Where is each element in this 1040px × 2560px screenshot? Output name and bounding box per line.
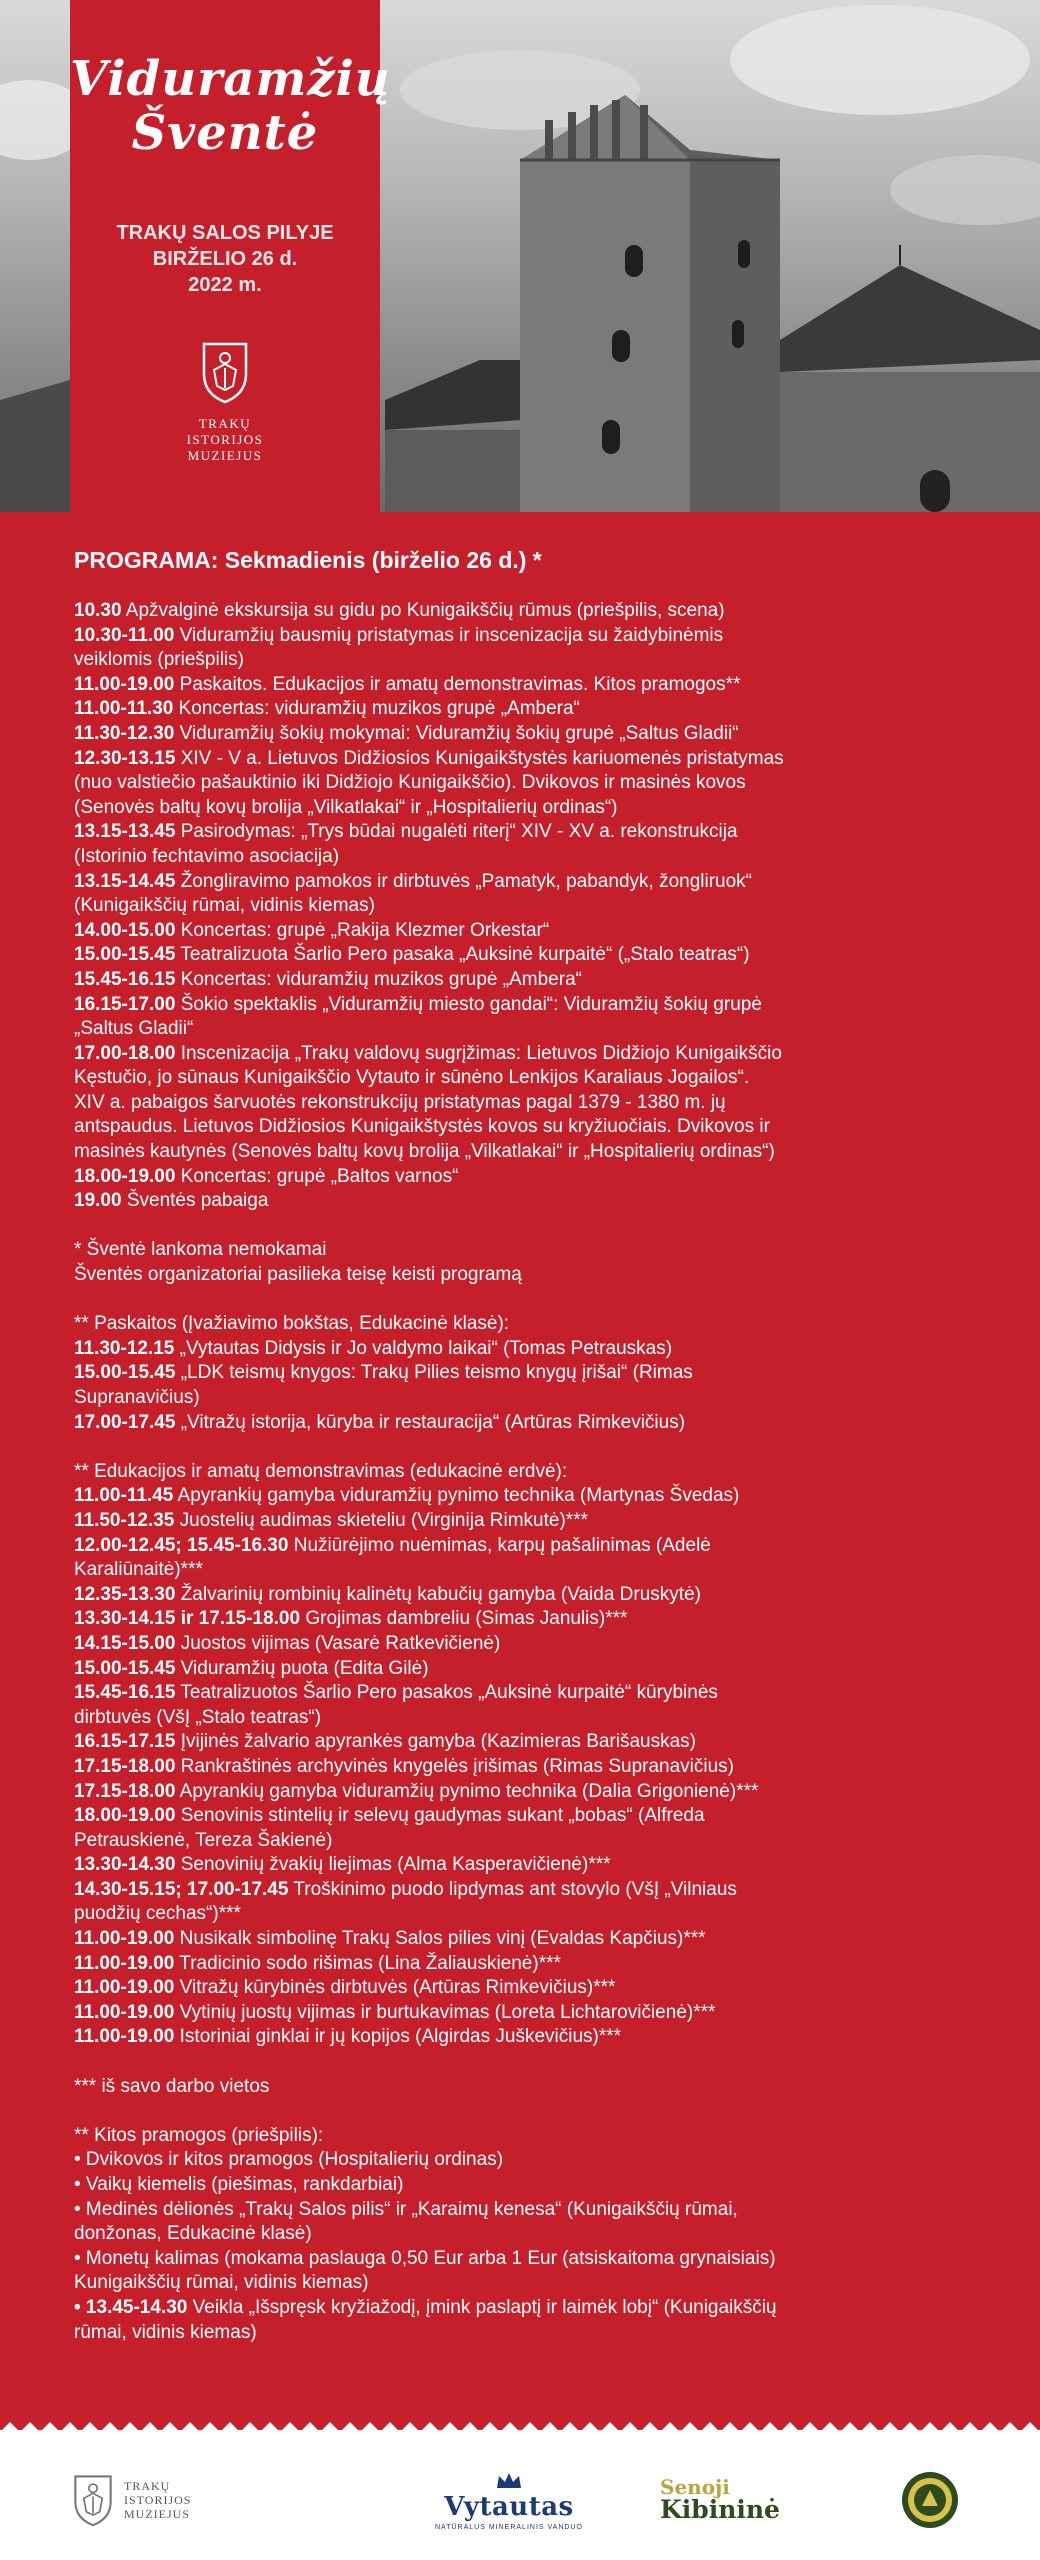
- sponsor-footer: [0, 2430, 1040, 2560]
- schedule-item-text: Paskaitos. Edukacijos ir amatų demonstravimas. Kitos pramogos**: [174, 673, 741, 695]
- craft-item-time: 12.35-13.30: [74, 1583, 176, 1605]
- schedule-item: [74, 894, 964, 919]
- craft-item: [74, 1952, 964, 1977]
- lecture-item-text: „Vytautas Didysis ir Jo valdymo laikai“ (Tomas Petrauskas): [174, 1337, 673, 1359]
- schedule-item-time: 10.30-11.00: [74, 624, 175, 646]
- craft-item: [74, 1829, 964, 1854]
- craft-item-text: Juostos vijimas (Vasarė Ratkevičienė): [175, 1632, 501, 1654]
- schedule-item: [74, 1017, 964, 1042]
- other-item-time: • 13.45-14.30: [74, 2296, 188, 2318]
- program-title: PROGRAMA: Sekmadienis (birželio 26 d.) *: [74, 547, 542, 573]
- schedule-item-time: 13.15-13.45: [74, 821, 176, 843]
- schedule-item: [74, 648, 964, 673]
- lectures-header: ** Paskaitos (Įvažiavimo bokštas, Edukacinė klasė):: [74, 1313, 510, 1335]
- sponsor-vytautas-tagline: NATŪRALUS MINERALINIS VANDUO: [435, 2523, 583, 2531]
- schedule-item-text: Koncertas: grupė „Baltos varnos“: [175, 1165, 459, 1187]
- craft-item-time: 11.00-19.00: [74, 2026, 175, 2048]
- craft-item-time: 12.00-12.45; 15.45-16.30: [74, 1534, 289, 1556]
- sponsor-kibinine-line2: Kibininė: [660, 2495, 780, 2524]
- schedule-item-text: Koncertas: viduramžių muzikos grupė „Ambera“: [175, 968, 582, 990]
- craft-item-text: Apyrankių gamyba viduramžių pynimo technika (Dalia Grigonienė)***: [175, 1780, 759, 1802]
- schedule-item-time: 11.00-19.00: [74, 673, 175, 695]
- craft-item-time: 17.15-18.00: [74, 1755, 176, 1777]
- craft-item-time: 11.00-19.00: [74, 2001, 175, 2023]
- other-item-text: donžonas, Edukacinė klasė): [74, 2223, 312, 2245]
- craft-item-text: Viduramžių puota (Edita Gilė): [175, 1657, 429, 1679]
- craft-item-text: Petrauskienė, Tereza Šakienė): [74, 1829, 333, 1851]
- footer-museum-line3: MUZIEJUS: [124, 2507, 191, 2521]
- schedule-item-text: (Senovės baltų kovų brolija „Vilkatlakai“ ir „Hospitalierių ordinas“): [74, 796, 618, 818]
- craft-item: [74, 1607, 964, 1632]
- lecture-item: [74, 1411, 964, 1436]
- crafts-header: ** Edukacijos ir amatų demonstravimas (edukacinė erdvė):: [74, 1460, 568, 1482]
- craft-item-text: Apyrankių gamyba viduramžių pynimo technika (Martynas Švedas): [173, 1485, 740, 1507]
- schedule-item: [74, 919, 964, 944]
- other-item: [74, 2198, 964, 2223]
- other-item: [74, 2271, 964, 2296]
- schedule-item-text: Apžvalginė ekskursija su gidu po Kunigaikščių rūmus (priešpilis, scena): [121, 600, 725, 621]
- schedule-item: [74, 845, 964, 870]
- schedule-item-text: XIV - V a. Lietuvos Didžiosios Kunigaikštystės kariuomenės pristatymas: [175, 747, 784, 769]
- other-item: [74, 2148, 964, 2173]
- schedule-item: [74, 968, 964, 993]
- craft-item-time: 11.00-19.00: [74, 1977, 175, 1999]
- schedule-item: [74, 820, 964, 845]
- other-list: [74, 2148, 964, 2345]
- other-item-text: • Medinės dėlionės „Trakų Salos pilis“ ir „Karaimų kenesa“ (Kunigaikščių rūmai,: [74, 2198, 738, 2220]
- schedule-item-time: 15.00-15.45: [74, 944, 176, 966]
- craft-item: [74, 1706, 964, 1731]
- craft-item-time: 14.15-15.00: [74, 1632, 176, 1654]
- schedule-item: [74, 771, 964, 796]
- event-title-line2: Šventė: [131, 105, 319, 161]
- other-item: [74, 2321, 964, 2346]
- schedule-item-text: (Kunigaikščių rūmai, vidinis kiemas): [74, 895, 375, 917]
- zigzag-divider: [0, 2420, 1040, 2432]
- craft-item: [74, 1902, 964, 1927]
- lecture-item-text: Supranavičius): [74, 1387, 200, 1408]
- note-item: Šventės organizatoriai pasilieka teisę keisti programą: [74, 1264, 522, 1286]
- craft-item: [74, 1755, 964, 1780]
- schedule-item-text: XIV a. pabaigos šarvuotės rekonstrukcijų pristatymas pagal 1379 - 1380 m. jų: [74, 1091, 726, 1113]
- schedule-item: [74, 870, 964, 895]
- craft-item-time: 17.15-18.00: [74, 1780, 176, 1802]
- craft-item-text: Senovinis stintelių ir selevų gaudymas sukant „bobas“ (Alfreda: [175, 1805, 705, 1827]
- schedule-item-time: 19.00: [74, 1190, 122, 1212]
- craft-item: [74, 1730, 964, 1755]
- event-details: [70, 220, 380, 298]
- schedule-item-text: Koncertas: grupė „Rakija Klezmer Orkestar“: [175, 919, 550, 941]
- sponsor-vytautas-name: Vytautas: [444, 2491, 574, 2522]
- schedule-item: [74, 624, 964, 649]
- lecture-item-text: „LDK teismų knygos: Trakų Pilies teismo knygų įrišai“ (Rimas: [175, 1362, 693, 1384]
- sponsor-kibinine-logo: [660, 2460, 780, 2540]
- craft-item-time: 11.00-19.00: [74, 1952, 175, 1974]
- craft-item-time: 15.00-15.45: [74, 1657, 176, 1679]
- museum-crest-icon: [200, 340, 250, 404]
- event-date: BIRŽELIO 26 d.: [152, 248, 298, 270]
- craft-item: [74, 1509, 964, 1534]
- schedule-list: [74, 599, 964, 1214]
- event-year: 2022 m.: [188, 274, 262, 296]
- schedule-item: [74, 673, 964, 698]
- other-item: [74, 2247, 964, 2272]
- schedule-item: [74, 697, 964, 722]
- schedule-item-text: Šokio spektaklis „Viduramžių miesto gandai“: Viduramžių šokių grupė: [175, 993, 762, 1015]
- museum-logo: [70, 340, 380, 464]
- sponsor-kibinine-line1: Senoji: [660, 2475, 730, 2499]
- schedule-item-time: 16.15-17.00: [74, 993, 176, 1015]
- schedule-item-time: 17.00-18.00: [74, 1042, 176, 1064]
- craft-item: [74, 1804, 964, 1829]
- museum-name-line2: ISTORIJOS: [186, 432, 264, 447]
- schedule-item-text: Žongliravimo pamokos ir dirbtuvės „Pamatyk, pabandyk, žongliruok“: [175, 870, 752, 892]
- craft-item-text: puodžių cechas“)***: [74, 1903, 241, 1925]
- schedule-item-text: masinės kautynės (Senovės baltų kovų brolija „Vilkatlakai“ ir „Hospitalierių ordinas“): [74, 1141, 775, 1163]
- footer-museum-line2: ISTORIJOS: [124, 2493, 192, 2507]
- craft-item: [74, 1780, 964, 1805]
- schedule-item-time: 11.00-11.30: [74, 698, 174, 720]
- lecture-item-time: 11.30-12.15: [74, 1337, 175, 1359]
- schedule-item: [74, 1091, 964, 1116]
- museum-name-line1: TRAKŲ: [198, 416, 252, 431]
- event-title-line1: Viduramžių: [70, 51, 391, 107]
- craft-item-text: Nusikalk simbolinę Trakų Salos pilies vinį (Evaldas Kapčius)***: [174, 1928, 706, 1950]
- schedule-item-time: 13.15-14.45: [74, 870, 176, 892]
- craft-item-time: 18.00-19.00: [74, 1805, 176, 1827]
- schedule-item-text: (nuo valstiečio pašauktinio iki Didžiojo Kunigaikščio). Dvikovos ir masinės kovos: [74, 772, 746, 794]
- craft-item-text: Senovinių žvakių liejimas (Alma Kasperavičienė)***: [175, 1854, 611, 1876]
- other-item-text: • Monetų kalimas (mokama paslauga 0,50 Eur arba 1 Eur (atsiskaitoma grynaisiais): [74, 2247, 776, 2269]
- craft-item-time: 11.00-19.00: [74, 1928, 175, 1950]
- craft-item: [74, 1583, 964, 1608]
- crown-icon: [494, 2470, 524, 2492]
- schedule-item: [74, 599, 964, 624]
- schedule-item-text: „Saltus Gladii“: [74, 1018, 194, 1040]
- crafts-list: [74, 1484, 964, 2050]
- sponsor-museum-logo: [72, 2460, 191, 2540]
- other-item-text: Veikla „Išspręsk kryžiažodį, įmink paslaptį ir laimėk lobį“ (Kunigaikščių: [187, 2296, 777, 2318]
- schedule-item-text: antspaudus. Lietuvos Didžiosios Kunigaikštystės kovos su kryžiuočiais. Dvikovos ir: [74, 1116, 770, 1138]
- emblem-icon: [900, 2470, 960, 2530]
- schedule-item: [74, 1066, 964, 1091]
- craft-item: [74, 2025, 964, 2050]
- schedule-item-text: Pasirodymas: „Trys būdai nugalėti riterį“ XIV - XV a. rekonstrukcija: [175, 821, 738, 843]
- craft-item-text: Nužiūrėjimo nuėmimas, karpų pašalinimas (Adelė: [288, 1534, 711, 1556]
- craft-item: [74, 1534, 964, 1559]
- notes-list: [74, 1238, 964, 1287]
- craft-item-text: Vytinių juostų vijimas ir burtukavimas (Loreta Lichtarovičienė)***: [174, 2001, 716, 2023]
- event-place: TRAKŲ SALOS PILYJE: [116, 222, 334, 244]
- schedule-item-time: 18.00-19.00: [74, 1165, 176, 1187]
- schedule-item: [74, 943, 964, 968]
- schedule-item: [74, 1189, 964, 1214]
- schedule-item: [74, 1165, 964, 1190]
- craft-item: [74, 1657, 964, 1682]
- other-item-text: Kunigaikščių rūmai, vidinis kiemas): [74, 2272, 369, 2294]
- craft-item-time: 11.50-12.35: [74, 1509, 175, 1531]
- craft-item-time: 11.00-11.45: [74, 1485, 174, 1507]
- schedule-item-time: 10.30: [74, 600, 122, 621]
- craft-item-text: Troškinimo puodo lipdymas ant stovylo (VšĮ „Vilniaus: [288, 1878, 737, 1900]
- lecture-item: [74, 1386, 964, 1411]
- schedule-item-time: 14.00-15.00: [74, 919, 176, 941]
- craft-item-text: Tradicinio sodo rišimas (Lina Žaliauskienė)***: [174, 1952, 561, 1974]
- schedule-item-text: Šventės pabaiga: [121, 1190, 269, 1212]
- event-title: [70, 51, 391, 161]
- museum-name-line3: MUZIEJUS: [187, 448, 263, 463]
- craft-item: [74, 1853, 964, 1878]
- schedule-item: [74, 1140, 964, 1165]
- lecture-item-time: 17.00-17.45: [74, 1411, 176, 1433]
- schedule-item: [74, 1042, 964, 1067]
- schedule-item-text: Inscenizacija „Trakų valdovų sugrįžimas: Lietuvos Didžiojo Kunigaikščio: [175, 1042, 782, 1064]
- schedule-item-text: Viduramžių šokių mokymai: Viduramžių šokių grupė „Saltus Gladii“: [174, 722, 739, 744]
- craft-item-text: Istoriniai ginklai ir jų kopijos (Algirdas Juškevičius)***: [174, 2026, 622, 2048]
- schedule-item-text: Viduramžių bausmių pristatymas ir inscenizacija su žaidybinėmis: [174, 624, 724, 646]
- craft-item-text: Grojimas dambreliu (Simas Janulis)***: [300, 1608, 628, 1630]
- craft-item: [74, 1878, 964, 1903]
- craft-item-text: Rankraštinės archyvinės knygelės įrišimas (Rimas Supranavičius): [175, 1755, 735, 1777]
- craft-item: [74, 1927, 964, 1952]
- craft-item-time: 13.30-14.30: [74, 1854, 176, 1876]
- other-item: [74, 2296, 964, 2321]
- program-section: [74, 545, 964, 2345]
- schedule-item-time: 15.45-16.15: [74, 968, 176, 990]
- schedule-item-text: Teatralizuota Šarlio Pero pasaka „Auksinė kurpaitė“ („Stalo teatras“): [175, 944, 750, 966]
- note-item: * Šventė lankoma nemokamai: [74, 1239, 327, 1261]
- craft-item: [74, 1632, 964, 1657]
- schedule-item-text: (Istorinio fechtavimo asociacija): [74, 845, 340, 867]
- schedule-item-text: Kęstučio, jo sūnaus Kunigaikščio Vytauto ir sūnėno Lenkijos Karaliaus Jogailos“.: [74, 1067, 750, 1089]
- lecture-item-text: „Vitražų istorija, kūryba ir restauracija“ (Artūras Rimkevičius): [175, 1411, 686, 1433]
- lecture-item: [74, 1361, 964, 1386]
- craft-item-time: 14.30-15.15; 17.00-17.45: [74, 1878, 289, 1900]
- craft-item-text: Vitražų kūrybinės dirbtuvės (Artūras Rimkevičius)***: [174, 1977, 616, 1999]
- schedule-item: [74, 722, 964, 747]
- lectures-list: [74, 1337, 964, 1435]
- craft-item: [74, 2001, 964, 2026]
- craft-item-text: Karaliūnaitė)***: [74, 1559, 203, 1581]
- craft-item-text: Juostelių audimas skieteliu (Virginija Rimkutė)***: [174, 1509, 588, 1531]
- craft-item: [74, 1484, 964, 1509]
- other-item-text: • Dvikovos ir kitos pramogos (Hospitalierių ordinas): [74, 2149, 504, 2171]
- hero-red-panel: [70, 0, 391, 512]
- craft-item-text: Įvijinės žalvario apyrankės gamyba (Kazimieras Barišauskas): [175, 1731, 697, 1753]
- hero-banner: [0, 0, 1040, 512]
- sponsor-round-emblem: [900, 2460, 960, 2540]
- schedule-item: [74, 993, 964, 1018]
- schedule-item: [74, 796, 964, 821]
- craft-item-time: 15.45-16.15: [74, 1682, 176, 1704]
- other-item-text: rūmai, vidinis kiemas): [74, 2321, 257, 2343]
- footer-museum-line1: TRAKŲ: [124, 2479, 171, 2493]
- craft-item-text: Žalvarinių rombinių kalinėtų kabučių gamyba (Vaida Druskytė): [175, 1583, 701, 1605]
- schedule-item-time: 11.30-12.30: [74, 722, 175, 744]
- lecture-item: [74, 1337, 964, 1362]
- other-header: ** Kitos pramogos (priešpilis):: [74, 2124, 324, 2146]
- craft-item-text: dirbtuvės (VšĮ „Stalo teatras“): [74, 1706, 322, 1728]
- museum-crest-icon: [72, 2472, 114, 2528]
- craft-item-time: 16.15-17.15: [74, 1731, 176, 1753]
- other-item-text: • Vaikų kiemelis (piešimas, rankdarbiai): [74, 2174, 404, 2195]
- own-work-note: *** iš savo darbo vietos: [74, 2075, 270, 2097]
- craft-item-text: Teatralizuotos Šarlio Pero pasakos „Auksinė kurpaitė“ kūrybinės: [175, 1682, 718, 1704]
- craft-item: [74, 1976, 964, 2001]
- craft-item-time: 13.30-14.15 ir 17.15-18.00: [74, 1608, 301, 1630]
- schedule-item-text: veiklomis (priešpilis): [74, 649, 244, 671]
- schedule-item: [74, 1115, 964, 1140]
- schedule-item-text: Koncertas: viduramžių muzikos grupė „Ambera“: [173, 698, 580, 720]
- schedule-item-time: 12.30-13.15: [74, 747, 176, 769]
- craft-item: [74, 1558, 964, 1583]
- other-item: [74, 2222, 964, 2247]
- sponsor-vytautas-logo: [435, 2460, 583, 2540]
- other-item: [74, 2173, 964, 2198]
- schedule-item: [74, 747, 964, 772]
- lecture-item-time: 15.00-15.45: [74, 1362, 176, 1384]
- craft-item: [74, 1681, 964, 1706]
